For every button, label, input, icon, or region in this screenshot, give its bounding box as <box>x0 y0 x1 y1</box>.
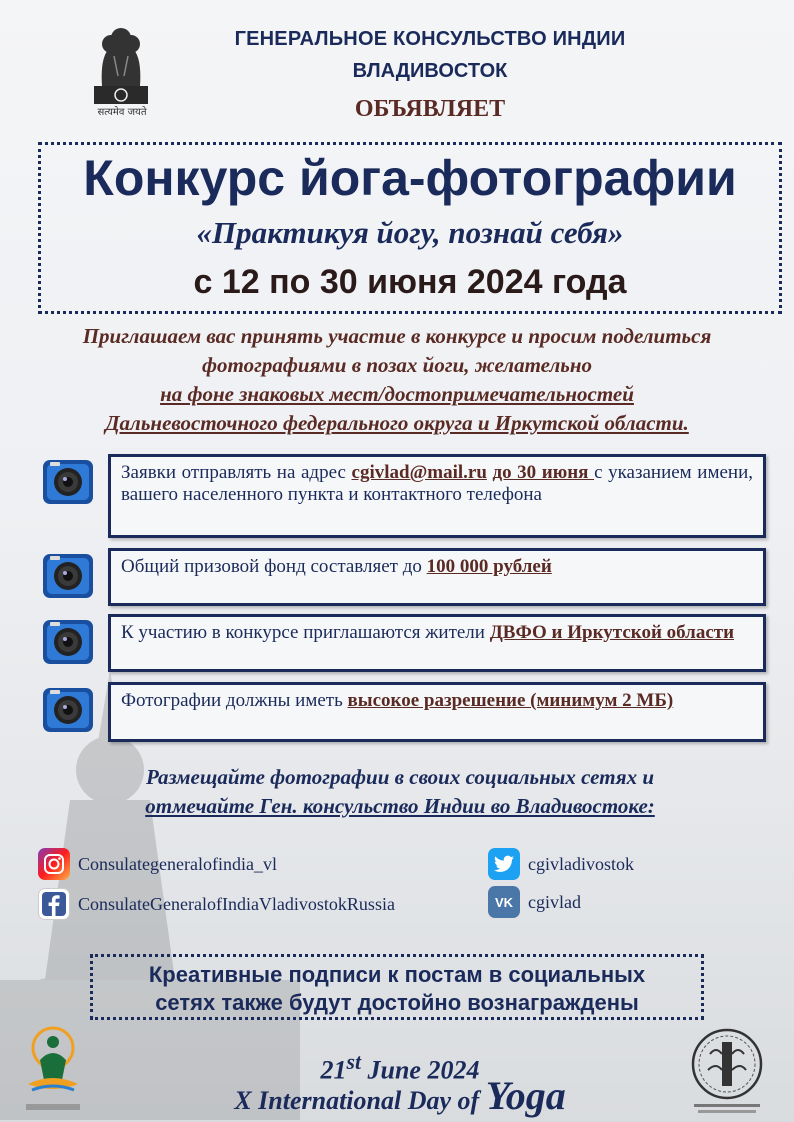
prize-amount: 100 000 рублей <box>426 556 552 577</box>
instagram-icon <box>38 848 70 880</box>
footer-yoga-day <box>180 1072 620 1119</box>
rule-text: Заявки отправлять на адрес <box>121 462 352 483</box>
bonus-notice-box <box>90 954 704 1020</box>
resolution-text: высокое разрешение (минимум 2 МБ) <box>347 690 674 711</box>
vk-handle: cgivlad <box>528 891 581 912</box>
rule-text: с указанием имени, вашего населенного пункта и контактного телефона <box>121 462 753 505</box>
emblem-motto: सत्यमेव जयते <box>97 107 147 118</box>
region-text: ДВФО и Иркутской области <box>489 622 735 643</box>
contest-subtitle: «Практикуя йогу, познай себя» <box>196 215 624 250</box>
contest-title: Конкурс йога-фотографии <box>83 150 737 206</box>
intro-line-4: Дальневосточного федерального округа и Иркутской области. <box>105 411 689 435</box>
rule-row <box>42 614 766 672</box>
twitter-icon <box>488 848 520 880</box>
bonus-notice-line-2: сетях также будут достойно вознаграждены <box>155 990 639 1015</box>
twitter-handle: cgivladivostok <box>528 853 634 874</box>
rule-text: Общий призовой фонд составляет до <box>121 556 427 577</box>
camera-icon <box>42 456 94 506</box>
rule-box-region <box>108 614 766 672</box>
bonus-notice-line-1: Креативные подписи к постам в социальных <box>148 962 646 987</box>
rule-row <box>42 454 766 538</box>
footer-day-prefix: X International Day of <box>234 1086 486 1115</box>
rule-box-email <box>108 454 766 538</box>
deadline-text: до 30 июня <box>492 462 595 483</box>
rule-box-prize <box>108 548 766 606</box>
vk-glyph: VK <box>494 894 514 910</box>
share-line-2: отмечайте Ген. консульство Индии во Владивостоке: <box>145 794 655 818</box>
camera-icon <box>42 684 94 734</box>
iccr-logo-icon <box>686 1026 768 1118</box>
intro-line-3: на фоне знаковых мест/достопримечательностей <box>160 382 634 406</box>
contest-dates: с 12 по 30 июня 2024 года <box>193 263 627 301</box>
rule-text: К участию в конкурсе приглашаются жители <box>121 622 490 643</box>
facebook-handle: ConsulateGeneralofIndiaVladivostokRussia <box>78 893 395 914</box>
social-facebook[interactable] <box>38 888 395 920</box>
footer-date-rest: June 2024 <box>360 1055 480 1085</box>
intro-line-2: фотографиями в позах йоги, желательно <box>202 353 592 377</box>
rule-text: Фотографии должны иметь <box>121 690 348 711</box>
title-box <box>38 142 782 314</box>
rule-row <box>42 682 766 742</box>
header-consulate: ГЕНЕРАЛЬНОЕ КОНСУЛЬСТВО ИНДИИ <box>234 28 626 50</box>
header-city: ВЛАДИВОСТОК <box>352 60 508 82</box>
footer-day-word: Yoga <box>485 1073 566 1118</box>
yoga-day-logo-icon <box>18 1024 88 1118</box>
rule-box-resolution <box>108 682 766 742</box>
email-link[interactable]: cgivlad@mail.ru <box>351 462 487 483</box>
camera-icon <box>42 550 94 600</box>
facebook-icon <box>38 888 70 920</box>
share-line-1: Размещайте фотографии в своих социальных сетях и <box>145 765 655 789</box>
rule-row <box>42 548 766 606</box>
camera-icon <box>42 616 94 666</box>
social-twitter[interactable] <box>488 848 634 880</box>
footer-date-suffix: st <box>346 1050 361 1074</box>
intro-line-1: Приглашаем вас принять участие в конкурсе и просим поделиться <box>82 324 712 348</box>
instagram-handle: Consulategeneralofindia_vl <box>78 853 277 874</box>
vk-icon <box>488 886 520 918</box>
header-announces: ОБЪЯВЛЯЕТ <box>354 96 506 122</box>
footer-date-day: 21 <box>320 1055 347 1085</box>
social-instagram[interactable] <box>38 848 277 880</box>
social-vk[interactable] <box>488 886 581 918</box>
